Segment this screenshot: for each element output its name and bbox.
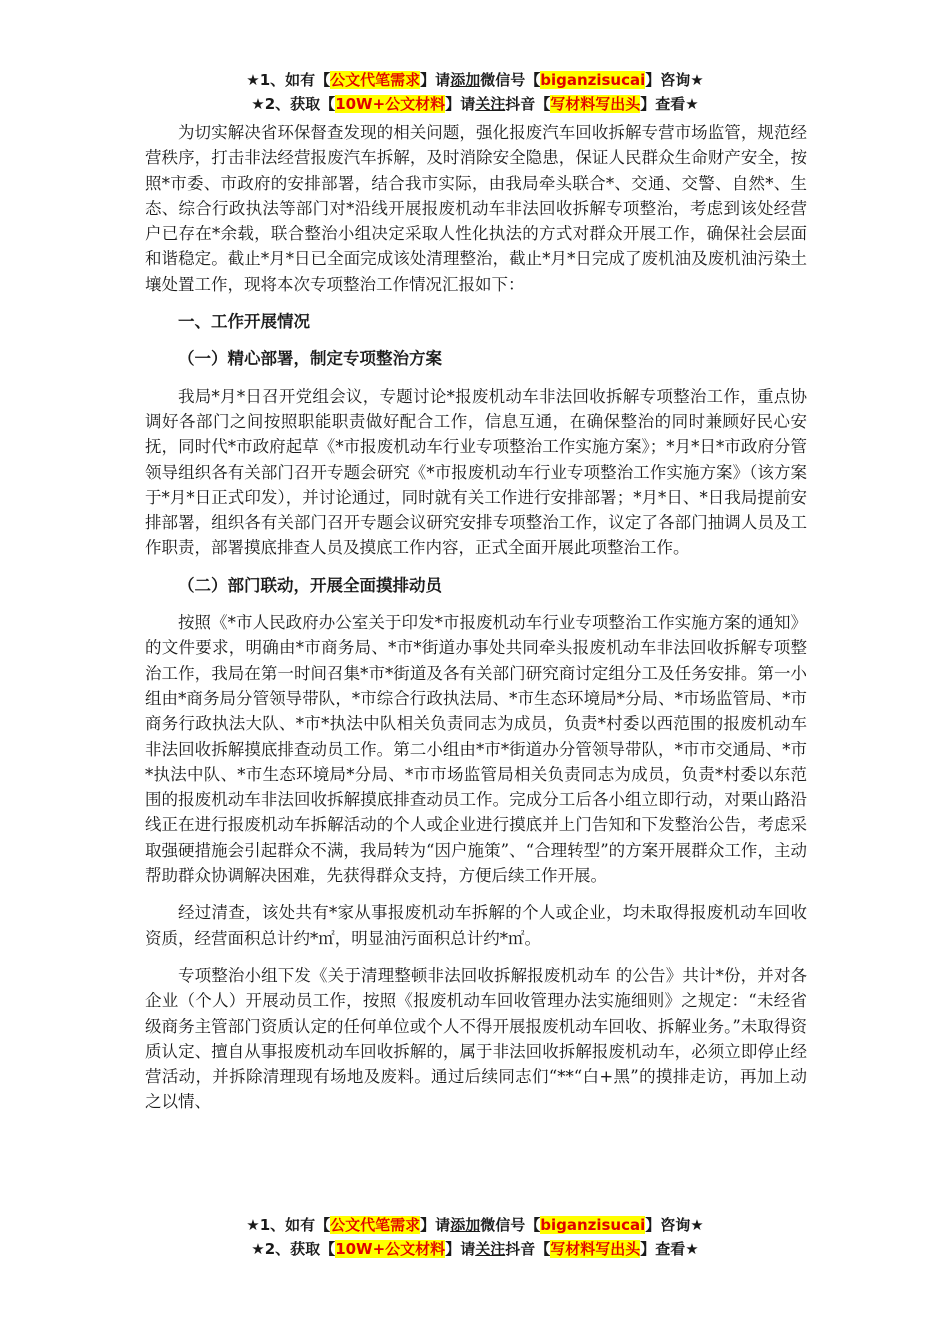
paragraph-inventory: 经过清查，该处共有*家从事报废机动车拆解的个人或企业，均未取得报废机动车回收资质，经营面积总计约*㎡，明显油污面积总计约*㎡。 bbox=[145, 903, 807, 948]
promo-line-2: ★2、获取【10W+公文材料】请关注抖音【写材料写出头】查看★ bbox=[251, 95, 699, 113]
promo-line-1: ★1、如有【公文代笔需求】请添加微信号【biganzisucai】咨询★ bbox=[246, 71, 704, 89]
highlight-wechat-id: biganzisucai bbox=[540, 1216, 646, 1234]
subsection-heading-1: （一）精心部署，制定专项整治方案 bbox=[178, 349, 442, 369]
highlight-douyin-id: 写材料写出头 bbox=[550, 1240, 641, 1258]
highlight-materials: 10W+公文材料 bbox=[335, 95, 446, 113]
highlight-douyin-id: 写材料写出头 bbox=[550, 95, 641, 113]
promo-banner-top bbox=[140, 68, 810, 116]
intro-paragraph: 为切实解决省环保督查发现的相关问题，强化报废汽车回收拆解专营市场监管，规范经营秩序，打击非法经营报废汽车拆解，及时消除安全隐患，保证人民群众生命财产安全，按照*市委、市政府的安排部署，结合我市实际，由我局牵头联合*、交通、交警、自然*、生态、综合行政执法等部门对*沿线开展报废机动车非法回收拆解专项整治，考虑到该处经营户已存在*余载，联合整治小组决定采取人性化执法的方式对群众开展工作，确保社会层面和谐稳定。截止*月*日已全面完成该处清理整治，截止*月*日完成了废机油及废机油污染土壤处置工作，现将本次专项整治工作情况汇报如下： bbox=[145, 123, 807, 294]
paragraph-notice: 专项整治小组下发《关于清理整顿非法回收拆解报废机动车 的公告》共计*份，并对各企业（个人）开展动员工作，按照《报废机动车回收管理办法实施细则》之规定：“未经省级商务主管部门资质认定的任何单位或个人不得开展报废机动车回收、拆解业务。”未取得资质认定、擅自从事报废机动车回收拆解的，属于非法回收拆解报废机动车，必须立即停止经营活动，并拆除清理现有场地及废料。通过后续同志们“**“白+黑”的摸排走访，再加上动之以情、 bbox=[145, 965, 807, 1112]
highlight-service: 公文代笔需求 bbox=[330, 71, 421, 89]
promo-line-1: ★1、如有【公文代笔需求】请添加微信号【biganzisucai】咨询★ bbox=[246, 1216, 704, 1234]
section-heading-1: 一、工作开展情况 bbox=[178, 312, 310, 332]
highlight-wechat-id: biganzisucai bbox=[540, 71, 646, 89]
paragraph-coordination: 按照《*市人民政府办公室关于印发*市报废机动车行业专项整治工作实施方案的通知》的文件要求，明确由*市商务局、*市*街道办事处共同牵头报废机动车非法回收拆解专项整治工作，我局在第一时间召集*市*街道及各有关部门研究商讨定组分工及任务安排。第一小组由*商务局分管领导带队，*市综合行政执法局、*市生态环境局*分局、*市场监管局、*市商务行政执法大队、*市*执法中队相关负责同志为成员，负责*村委以西范围的报废机动车非法回收拆解摸底排查动员工作。第二小组由*市*街道办分管领导带队，*市市交通局、*市*执法中队、*市生态环境局*分局、*市市场监管局相关负责同志为成员，负责*村委以东范围的报废机动车非法回收拆解摸底排查动员工作。完成分工后各小组立即行动，对栗山路沿线正在进行报废机动车拆解活动的个人或企业进行摸底并上门告知和下发整治公告，考虑采取强硬措施会引起群众不满，我局转为“因户施策”、“合理转型”的方案开展群众工作，主动帮助群众协调解决困难，先获得群众支持，方便后续工作开展。 bbox=[145, 613, 807, 886]
paragraph-deployment: 我局*月*日召开党组会议，专题讨论*报废机动车非法回收拆解专项整治工作，重点协调好各部门之间按照职能职责做好配合工作，信息互通，在确保整治的同时兼顾好民心安抚，同时代*市政府起草《*市报废机动车行业专项整治工作实施方案》；*月*日*市政府分管领导组织各有关部门召开专题会研究《*市报废机动车行业专项整治工作实施方案》（该方案于*月*日正式印发），并讨论通过，同时就有关工作进行安排部署；*月*日、*日我局提前安排部署，组织各有关部门召开专题会议研究安排专项整治工作，议定了各部门抽调人员及工作职责，部署摸底排查人员及摸底工作内容，正式全面开展此项整治工作。 bbox=[145, 386, 807, 558]
document-body bbox=[145, 120, 807, 1115]
subsection-heading-2: （二）部门联动，开展全面摸排动员 bbox=[178, 575, 442, 595]
highlight-service: 公文代笔需求 bbox=[330, 1216, 421, 1234]
promo-line-2: ★2、获取【10W+公文材料】请关注抖音【写材料写出头】查看★ bbox=[251, 1240, 699, 1258]
highlight-materials: 10W+公文材料 bbox=[335, 1240, 446, 1258]
promo-banner-bottom bbox=[140, 1213, 810, 1261]
